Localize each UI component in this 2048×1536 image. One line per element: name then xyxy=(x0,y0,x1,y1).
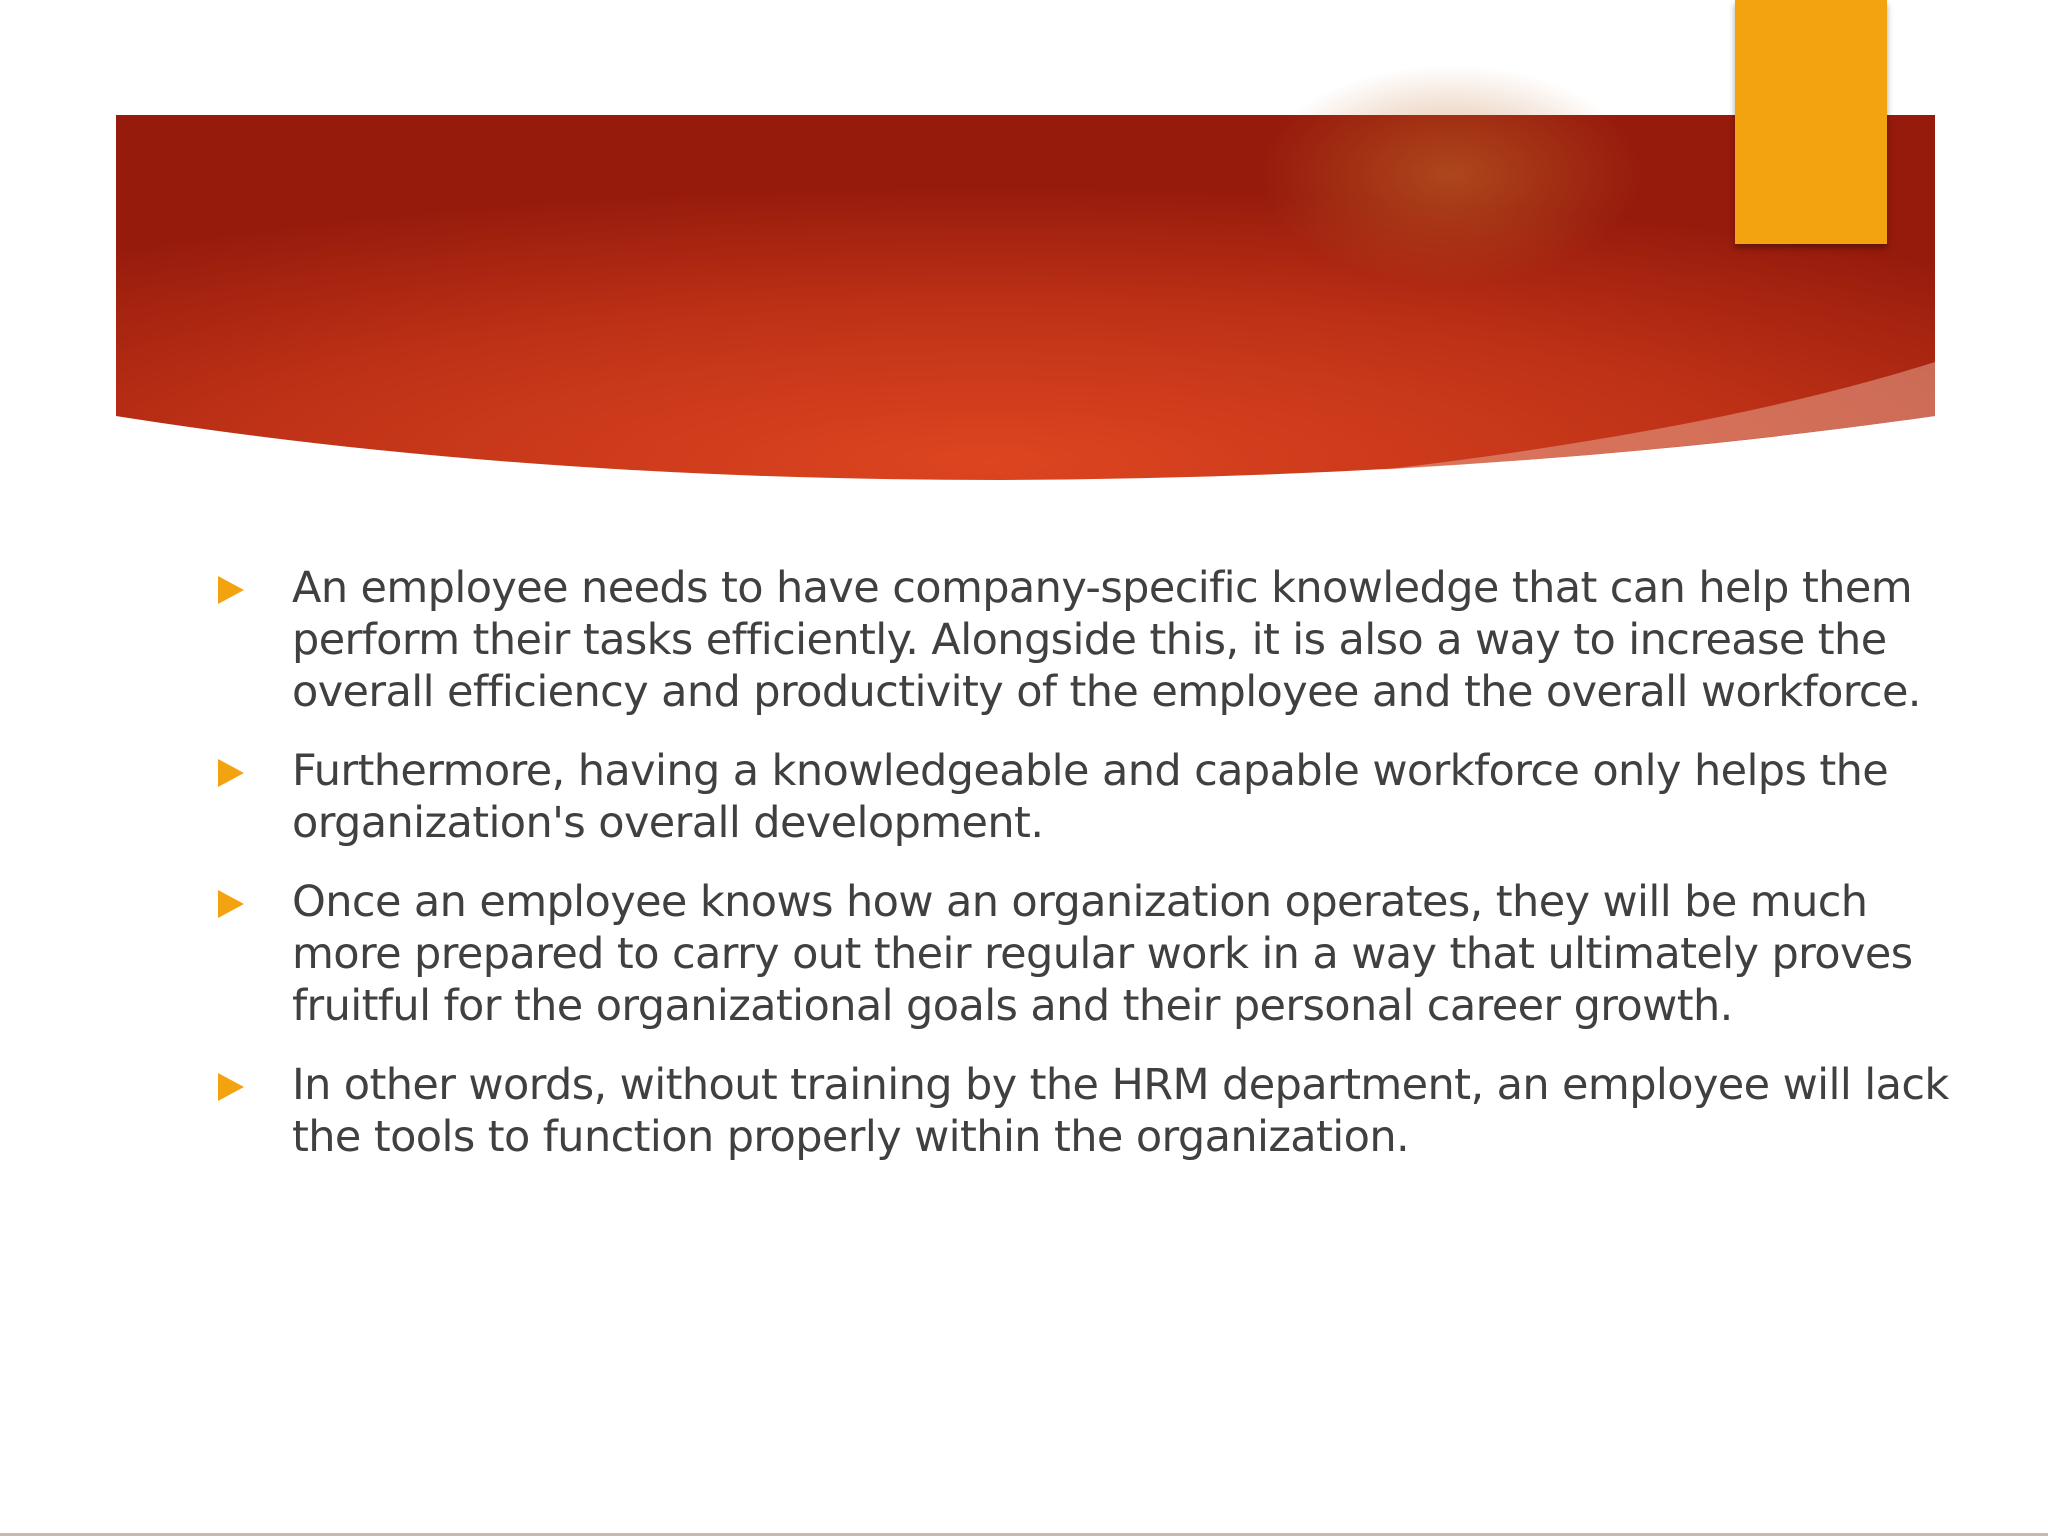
bullet-text: Once an employee knows how an organization operates, they will be much more prepared to carry out their regular work in a way that ultimately proves fruitful for the organizational goals and their personal career growth. xyxy=(292,877,1913,1031)
accent-bookmark xyxy=(1735,0,1887,244)
triangle-right-icon xyxy=(218,1073,244,1101)
banner-highlight xyxy=(1260,65,1640,285)
banner-shape xyxy=(116,115,1935,480)
bullet-item xyxy=(214,876,1954,1032)
triangle-right-icon xyxy=(218,759,244,787)
triangle-right-icon xyxy=(218,890,244,918)
bullet-item xyxy=(214,1059,1954,1163)
bullet-text: Furthermore, having a knowledgeable and capable workforce only helps the organization's overall development. xyxy=(292,746,1889,848)
bullet-text: In other words, without training by the HRM department, an employee will lack the tools to function properly within the organization. xyxy=(292,1060,1949,1162)
bullet-item xyxy=(214,562,1954,718)
bullet-item xyxy=(214,745,1954,849)
banner-swoosh xyxy=(1380,362,1935,470)
content-area xyxy=(214,562,1954,1190)
triangle-right-icon xyxy=(218,576,244,604)
bullet-list xyxy=(214,562,1954,1163)
bullet-text: An employee needs to have company-specific knowledge that can help them perform their tasks efficiently. Alongside this, it is also a way to increase the overall efficiency and productivity of the employee and the overall workforce. xyxy=(292,563,1921,717)
